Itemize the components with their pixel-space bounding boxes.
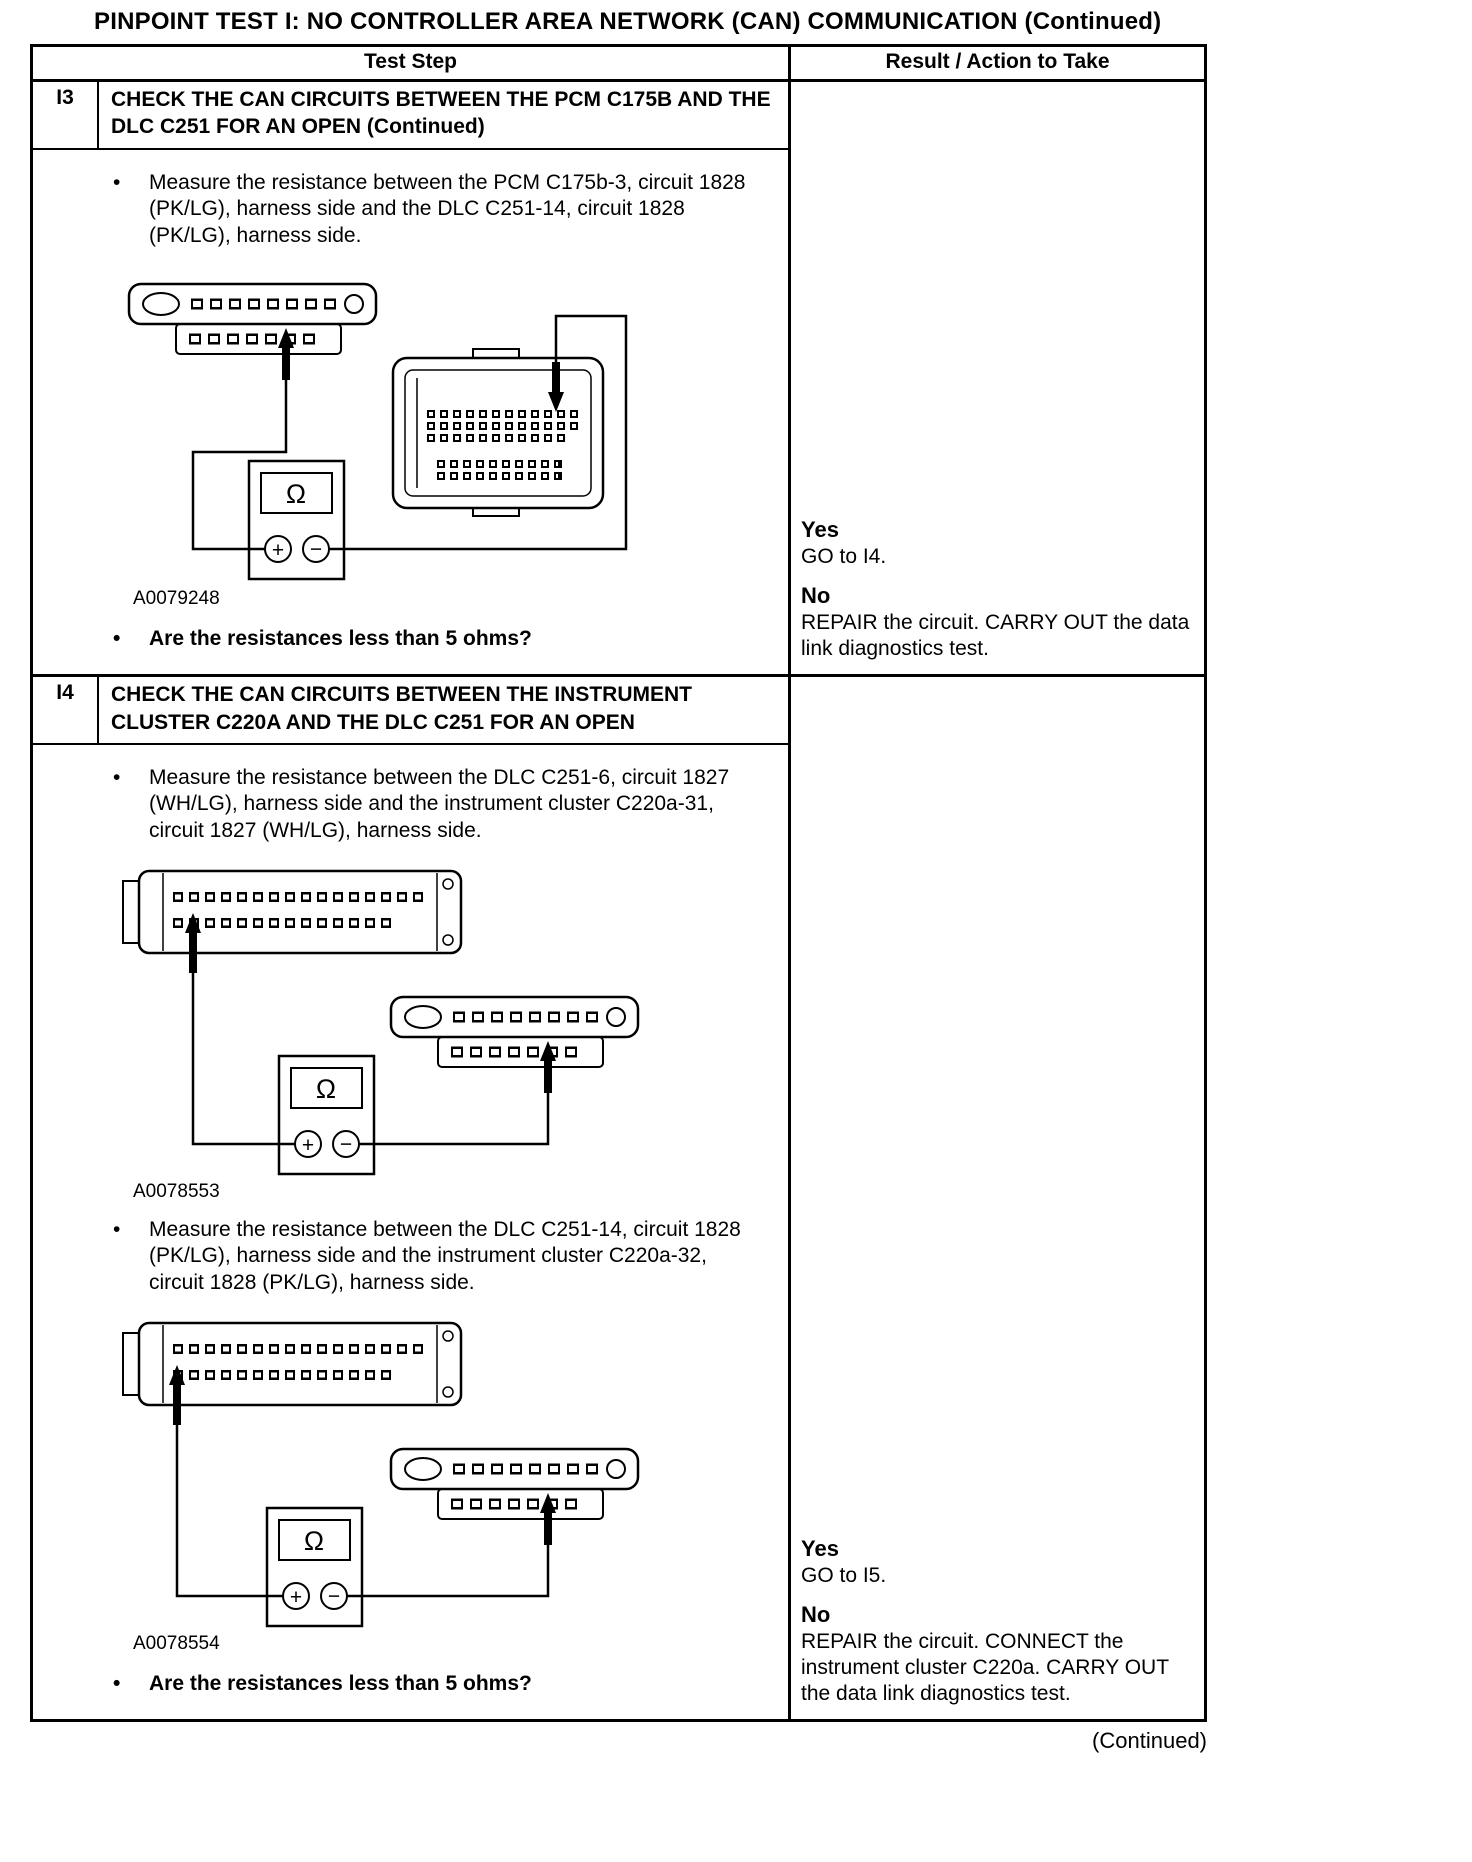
test-lead-wire-negative [358,1093,548,1144]
minus-terminal-symbol: − [327,1584,341,1608]
step-title: CHECK THE CAN CIRCUITS BETWEEN THE PCM C175B AND THE DLC C251 FOR AN OPEN (Continued) [111,88,771,139]
ohm-symbol: Ω [285,478,307,509]
figure-label: A0078554 [133,1632,220,1654]
instruction-text: Measure the resistance between the PCM C175b-3, circuit 1828 (PK/LG), harness side and the DLC C251-14, circuit 1828 (PK/LG), harness side. [149,170,746,247]
figure-i4-b [121,1313,776,1655]
continued-note: (Continued) [1092,1728,1207,1754]
question-text: Are the resistances less than 5 ohms? [149,1671,532,1695]
result-yes-action: GO to I4. [801,544,887,568]
page-content [30,8,1207,1754]
minus-terminal-symbol: − [309,537,323,561]
test-step-cell-i4 [33,677,791,1719]
pinpoint-test-table [30,44,1207,1722]
result-no-label: No [801,583,831,609]
ohmmeter [249,461,344,579]
test-step-row-i4 [33,674,1204,1719]
ohm-symbol: Ω [303,1525,325,1556]
result-cell-i3 [791,82,1204,674]
plus-terminal-symbol: + [289,1585,303,1609]
cluster-dlc-ohmmeter-diagram-1 [121,861,661,1177]
result-cell-i4 [791,677,1204,1719]
plus-terminal-symbol: + [271,538,285,562]
ohmmeter [267,1508,362,1626]
ohmmeter-terminals [295,1131,359,1157]
instruction-text: Measure the resistance between the DLC C251-6, circuit 1827 (WH/LG), harness side and the instrument cluster C220a-31, circuit 1827 (WH/LG), harness side. [149,765,730,843]
result-yes-label: Yes [801,517,839,543]
ohmmeter-terminals [283,1583,347,1609]
dlc-connector [391,1449,638,1545]
page-title: PINPOINT TEST I: NO CONTROLLER AREA NETWORK (CAN) COMMUNICATION (Continued) [94,8,1162,35]
test-step-cell-i3 [33,82,791,674]
instrument-cluster-connector [123,871,461,953]
instruction-text: Measure the resistance between the DLC C251-14, circuit 1828 (PK/LG), harness side and the instrument cluster C220a-32, circuit 1828 (PK/LG), harness side. [149,1217,741,1295]
step-title-band-i4 [33,677,788,745]
bullet-glyph: • [113,1671,121,1695]
ohm-symbol: Ω [315,1073,337,1104]
dlc-connector [129,284,376,354]
result-yes-label: Yes [801,1536,839,1562]
step-title-band-i3 [33,82,788,150]
result-no-label: No [801,1602,831,1628]
ohmmeter-terminals [265,536,329,562]
bullet-glyph: • [113,626,121,650]
column-header-test-step: Test Step [33,47,791,79]
instruction-bullet [113,1217,776,1297]
test-lead-wire-positive [193,973,296,1144]
step-title: CHECK THE CAN CIRCUITS BETWEEN THE INSTRUMENT CLUSTER C220A AND THE DLC C251 FOR AN OPEN [111,683,692,734]
figure-i4-a [121,861,776,1203]
instruction-bullet [113,170,776,250]
bullet-glyph: • [113,170,121,194]
dlc-connector [391,997,638,1093]
cluster-dlc-ohmmeter-diagram-2 [121,1313,661,1629]
table-header-row [33,47,1204,82]
step-content-i4 [33,745,788,1720]
bullet-glyph: • [113,1217,121,1241]
step-number: I3 [33,82,99,148]
step-content-i3 [33,150,788,675]
pcm-dlc-ohmmeter-diagram [121,266,661,584]
minus-terminal-symbol: − [339,1132,353,1156]
test-step-row-i3 [33,82,1204,674]
result-no-action: REPAIR the circuit. CARRY OUT the data link diagnostics test. [801,610,1190,660]
question-text: Are the resistances less than 5 ohms? [149,626,532,650]
question-bullet [113,626,776,653]
figure-label: A0079248 [133,587,220,609]
bullet-glyph: • [113,765,121,789]
instruction-bullet [113,765,776,845]
test-lead-wire-negative [346,1545,548,1596]
pcm-connector [393,349,603,516]
test-lead-wire-positive [193,380,286,549]
question-bullet [113,1671,776,1698]
test-lead-wire-negative [328,316,626,549]
step-number: I4 [33,677,99,743]
result-yes-action: GO to I5. [801,1563,887,1587]
figure-i3 [121,266,776,610]
ohmmeter [279,1056,374,1174]
column-header-result: Result / Action to Take [885,50,1110,73]
result-no-action: REPAIR the circuit. CONNECT the instrument cluster C220a. CARRY OUT the data link diagnostics test. [801,1629,1169,1706]
plus-terminal-symbol: + [301,1133,315,1157]
figure-label: A0078553 [133,1180,220,1202]
